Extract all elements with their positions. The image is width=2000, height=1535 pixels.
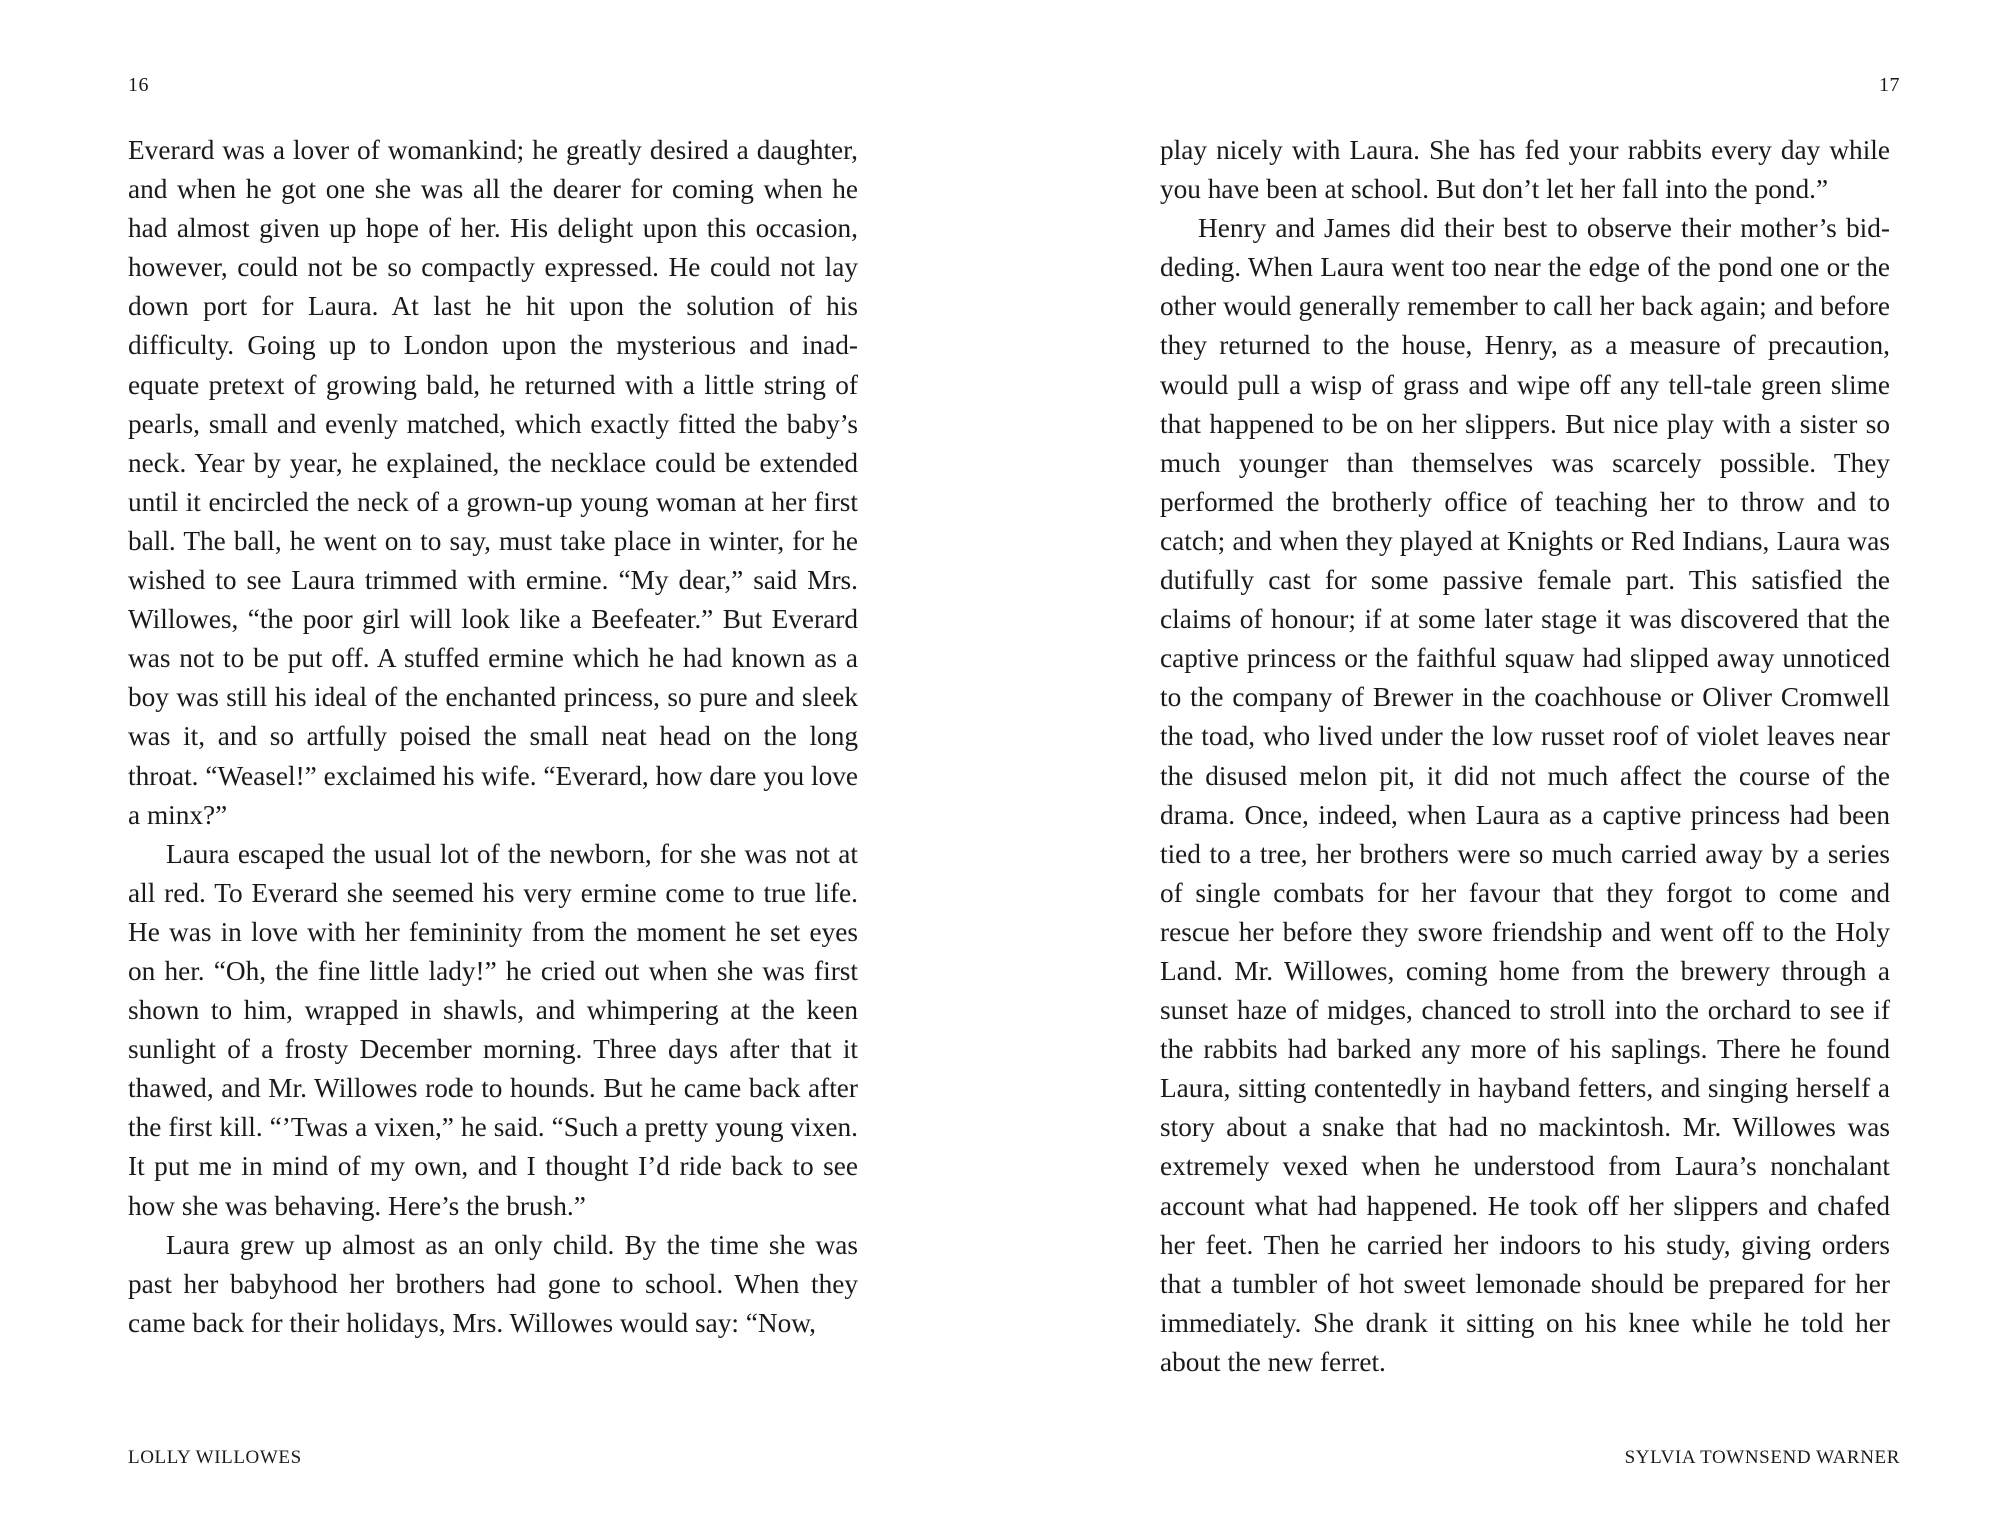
page-number-left: 16: [128, 74, 149, 96]
paragraph: Henry and James did their best to observe their mother’s biddeding. When Laura went too near the edge of the pond one or the other would generally remember to call her back again; and before they returned to the house, Henry, as a measure of precaution, would pull a wisp of grass and wipe off any tell-tale green slime that happened to be on her slippers. But nice play with a sister so much younger than themselves was scarcely possible. They performed the brotherly office of teaching her to throw and to catch; and when they played at Knights or Red Indians, Laura was dutifully cast for some passive female part. This satisfied the claims of honour; if at some later stage it was discovered that the captive princess or the faithful squaw had slipped away unnoticed to the company of Brewer in the coachhouse or Oliver Cromwell the toad, who lived under the low russet roof of violet leaves near the disused melon pit, it did not much affect the course of the drama. Once, indeed, when Laura as a captive princess had been tied to a tree, her brothers were so much carried away by a series of single combats for her favour that they forgot to come and rescue her before they swore friendship and went off to the Holy Land. Mr. Willowes, coming home from the brewery through a sunset haze of midges, chanced to stroll into the orchard to see if the rabbits had barked any more of his saplings. There he found Laura, sitting contentedly in hayband fetters, and singing herself a story about a snake that had no mackintosh. Mr. Willowes was extremely vexed when he understood from Laura’s nonchalant account what had happened. He took off her slippers and chafed her feet. Then he carried her indoors to his study, giving orders that a tumbler of hot sweet lemonade should be prepared for her immediately. She drank it sitting on his knee while he told her about the new ferret.: [1160, 213, 1890, 1377]
paragraph: Laura escaped the usual lot of the newborn, for she was not at all red. To Everard she seemed his very ermine come to true life. He was in love with her femininity from the moment he set eyes on her. “Oh, the fine little lady!” he cried out when she was first shown to him, wrapped in shawls, and whimpering at the keen sunlight of a frosty December morning. Three days after that it thawed, and Mr. Willowes rode to hounds. But he came back after the first kill. “’Twas a vixen,” he said. “Such a pretty young vixen. It put me in mind of my own, and I thought I’d ride back to see how she was behaving. Here’s the brush.”: [128, 838, 858, 1221]
right-page: [1160, 0, 1900, 1535]
paragraph: Laura grew up almost as an only child. By the time she was past her babyhood her brothers had gone to school. When they came back for their holidays, Mrs. Willowes would say: “Now,: [128, 1229, 858, 1338]
left-page-text: [128, 131, 858, 1343]
page-number-right: 17: [1879, 74, 1900, 96]
running-footer-left: LOLLY WILLOWES: [128, 1447, 302, 1468]
running-footer-right: SYLVIA TOWNSEND WARNER: [1624, 1447, 1900, 1468]
right-page-text: [1160, 131, 1890, 1382]
left-page: [128, 0, 868, 1535]
paragraph: play nicely with Laura. She has fed your rabbits every day while you have been at school. But don’t let her fall into the pond.”: [1160, 135, 1890, 205]
paragraph: Everard was a lover of womankind; he greatly desired a daughter, and when he got one she was all the dearer for coming when he had almost given up hope of her. His delight upon this occasion, however, could not be so compactly expressed. He could not lay down port for Laura. At last he hit upon the solution of his difficulty. Going up to London upon the mysterious and inadequate pretext of growing bald, he returned with a little string of pearls, small and evenly matched, which exactly fitted the baby’s neck. Year by year, he explained, the necklace could be extended until it encircled the neck of a grown-up young woman at her first ball. The ball, he went on to say, must take place in winter, for he wished to see Laura trimmed with ermine. “My dear,” said Mrs. Willowes, “the poor girl will look like a Beefeater.” But Everard was not to be put off. A stuffed ermine which he had known as a boy was still his ideal of the enchanted princess, so pure and sleek was it, and so artfully poised the small neat head on the long throat. “Weasel!” exclaimed his wife. “Everard, how dare you love a minx?”: [128, 135, 858, 830]
